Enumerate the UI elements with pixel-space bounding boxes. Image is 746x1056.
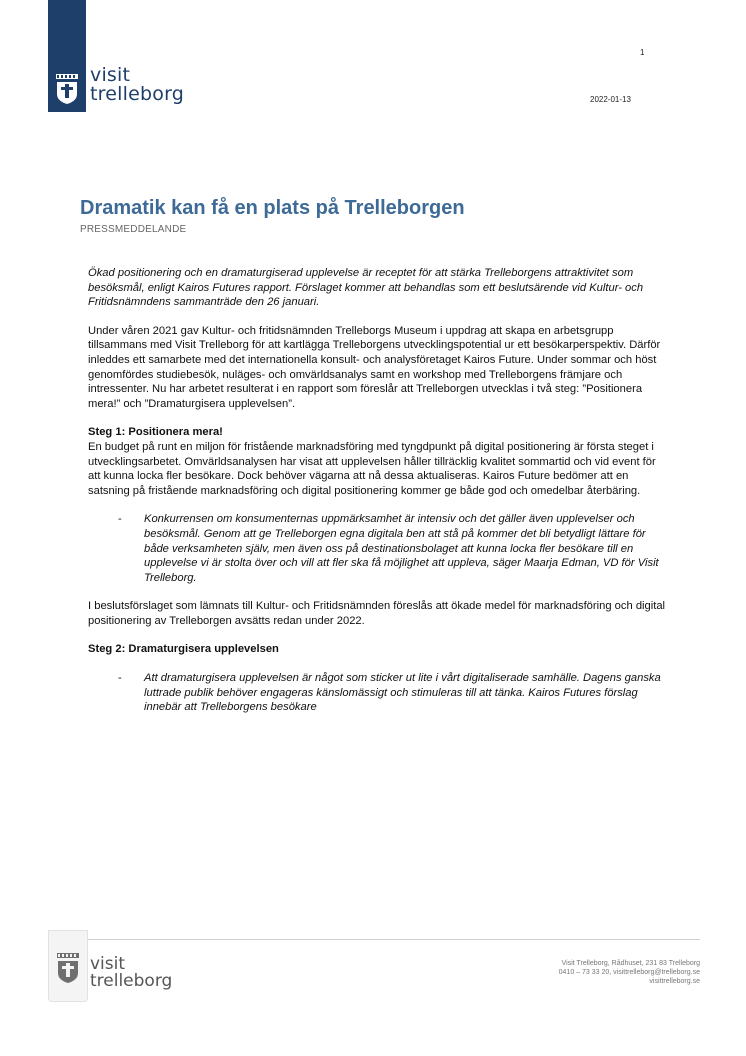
footer-divider [88, 939, 700, 940]
coat-of-arms-icon [56, 953, 80, 983]
decision-paragraph: I beslutsförslaget som lämnats till Kultur- och Fritidsnämnden föreslås att ökade medel för marknadsföring och digital positionering av Trelleborgen avsätts redan under 2022. [88, 600, 666, 627]
step1-quote [88, 512, 668, 585]
press-release-body [88, 266, 668, 729]
coat-of-arms-icon [55, 74, 79, 104]
intro-paragraph: Ökad positionering och en dramaturgiserad upplevelse är receptet för att stärka Trelleborgens attraktivitet som besöksmål, enligt Kairos Futures rapport. Förslaget kommer att behandlas som ett beslutsärende vid Kultur- och Fritidsnämndens sammanträde den 26 januari. [88, 267, 644, 309]
page-title: Dramatik kan få en plats på Trelleborgen [80, 197, 465, 219]
contact-phone-email: 0410 – 73 33 20, visittrelleborg@trelleborg.se [558, 969, 700, 976]
step2-quote-text: Att dramaturgisera upplevelsen är något som sticker ut lite i vårt digitaliserade samhälle. Dagens ganska luttrade publik behöver engageras känslomässigt och stimuleras till att tänka. Kairos Futures förslag innebär att Trelleborgens besökare [144, 672, 661, 714]
background-paragraph: Under våren 2021 gav Kultur- och fritidsnämnden Trelleborgs Museum i uppdrag att skapa en arbetsgrupp tillsammans med Visit Trelleborg för att kartlägga Trelleborgens utvecklingspotential ur ett besökarperspektiv. Därför inleddes ett samarbete med det internationella konsult- och analysföretaget Kairos Future. Under sommar och höst genomfördes studiebesök, nuläges- och omvärldsanalys samt en workshop med Trelleborgens främjare och intressenter. Nu har arbetet resulterat i en rapport som föreslår att Trelleborgen utvecklas i två steg: ”Positionera mera!” och ”Dramaturgisera upplevelsen”. [88, 324, 661, 410]
footer-logo-banner [48, 930, 88, 1002]
footer-logo-word-trelleborg: trelleborg [90, 971, 173, 991]
step2-heading: Steg 2: Dramaturgisera upplevelsen [88, 643, 279, 656]
footer-logo-text [90, 956, 172, 990]
logo-banner [48, 0, 86, 112]
contact-address: Visit Trelleborg, Rådhuset, 231 83 Trelleborg [561, 960, 700, 967]
document-type: PRESSMEDDELANDE [80, 224, 187, 235]
document-date: 2022-01-13 [590, 95, 631, 104]
header-logo-text [90, 66, 184, 104]
footer-contact [430, 959, 700, 986]
step1-paragraph: En budget på runt en miljon för fristående marknadsföring med tyngdpunkt på digital positionering är första steget i utvecklingsarbetet. Omvärldsanalysen har visat att upplevelsen håller tillräcklig kvalitet sommartid och vid event för att kunna locka fler besökare. Dock behöver vägarna att nå dessa aktualiseras. Kairos Future bedömer att en satsning på fristående marknadsföring och digital positionering kommer ge både god och omedelbar återbäring. [88, 440, 656, 497]
logo-word-trelleborg: trelleborg [90, 83, 185, 105]
page-number: 1 [640, 48, 645, 57]
logo-word-visit: visit [90, 64, 131, 86]
footer-logo-word-visit: visit [90, 954, 126, 974]
step1-quote-text: Konkurrensen om konsumenternas uppmärksamhet är intensiv och det gäller även upplevelser och besöksmål. Genom att ge Trelleborgen egna digitala ben att stå på kommer det bli betydligt lättare för både verksamheten själv, men även oss på destinationsbolaget att kunna locka fler besökare till en upplevelse vi är stolta över och vill att fler ska få möjlighet att uppleva, säger Maarja Edman, VD för Visit Trelleborg. [144, 513, 659, 584]
quote-dash: - [118, 513, 122, 526]
quote-dash: - [118, 672, 122, 685]
contact-website: visittrelleborg.se [649, 978, 700, 985]
step1-heading: Steg 1: Positionera mera! [88, 426, 223, 439]
step2-quote [88, 671, 668, 715]
